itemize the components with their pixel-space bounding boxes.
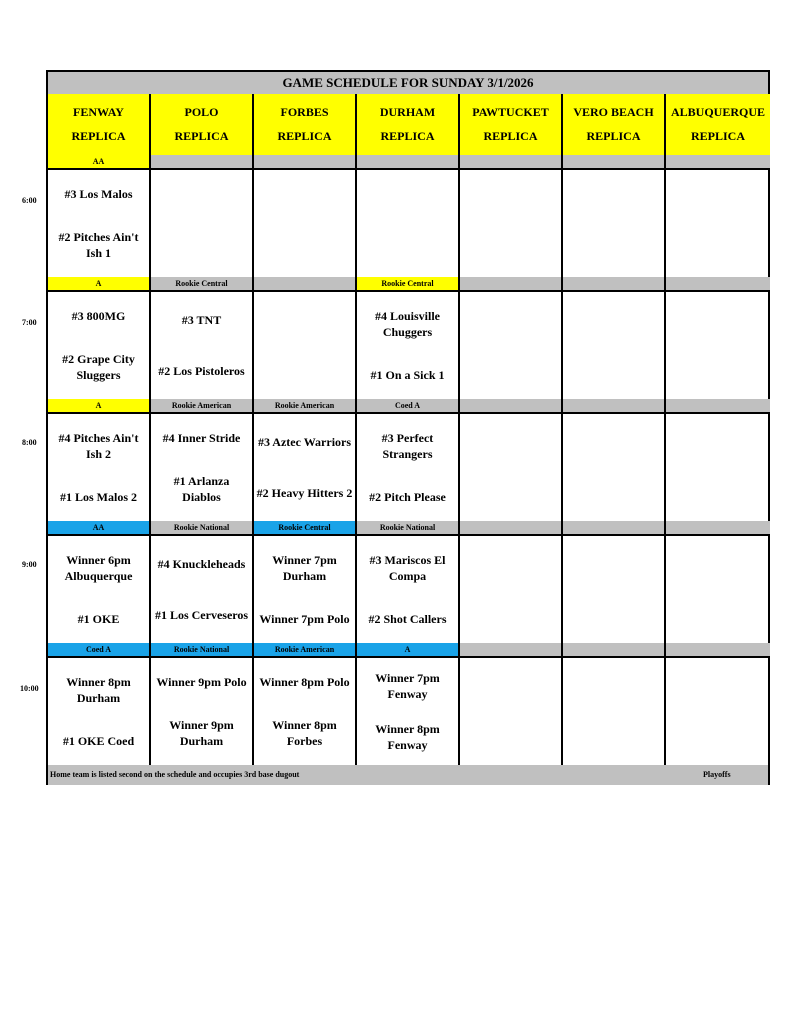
- game-cell: [254, 414, 357, 521]
- field-name: VERO BEACH: [573, 104, 654, 119]
- game-cell: [563, 536, 666, 643]
- game-row: [48, 656, 768, 767]
- division-label: [460, 277, 563, 290]
- time-label: 8:00: [22, 438, 37, 447]
- division-row: [48, 643, 768, 656]
- division-label: [666, 521, 770, 534]
- home-team: #2 Shot Callers: [368, 612, 447, 627]
- division-label: [460, 643, 563, 656]
- game-cell: [357, 170, 460, 277]
- field-header-4: [460, 94, 563, 155]
- division-label: [460, 399, 563, 412]
- home-team: #1 OKE Coed: [62, 734, 135, 749]
- away-team: #3 Aztec Warriors: [257, 434, 352, 449]
- game-cell: [48, 414, 151, 521]
- game-cell: [563, 658, 666, 765]
- away-team: #4 Inner Stride: [162, 430, 241, 445]
- division-label: [254, 277, 357, 290]
- game-row: [48, 534, 768, 645]
- game-row: [48, 168, 768, 279]
- game-cell: [563, 414, 666, 521]
- division-label: Rookie American: [151, 399, 254, 412]
- time-label: 7:00: [22, 318, 37, 327]
- field-name: POLO: [184, 104, 219, 119]
- field-name: PAWTUCKET: [472, 104, 549, 119]
- field-name: ALBUQUERQUE: [670, 104, 765, 119]
- field-header-5: [563, 94, 666, 155]
- field-header-0: [48, 94, 151, 155]
- home-team: Winner 9pm Durham: [169, 718, 234, 749]
- home-team: Winner 7pm Polo: [259, 612, 350, 627]
- footer-row: [48, 765, 768, 785]
- game-cell: [666, 414, 770, 521]
- division-label: Coed A: [48, 643, 151, 656]
- field-sub: REPLICA: [277, 129, 332, 144]
- game-cell: [48, 292, 151, 399]
- field-header-row: [48, 94, 768, 157]
- field-sub: REPLICA: [71, 129, 126, 144]
- schedule-table: [46, 70, 770, 785]
- division-label: [563, 643, 666, 656]
- game-cell: [48, 170, 151, 277]
- game-cell: [666, 658, 770, 765]
- game-cell: [563, 170, 666, 277]
- field-header-2: [254, 94, 357, 155]
- field-sub: REPLICA: [483, 129, 538, 144]
- footer-legend: Playoffs: [703, 770, 731, 779]
- away-team: #3 Perfect Strangers: [381, 430, 434, 461]
- division-label: [666, 277, 770, 290]
- division-label: [460, 521, 563, 534]
- away-team: #3 Los Malos: [64, 186, 133, 201]
- game-cell: [460, 536, 563, 643]
- field-header-6: [666, 94, 770, 155]
- game-cell: [357, 658, 460, 765]
- field-header-1: [151, 94, 254, 155]
- division-label: Rookie American: [254, 643, 357, 656]
- division-label: A: [48, 399, 151, 412]
- game-cell: [151, 170, 254, 277]
- division-label: [460, 155, 563, 168]
- game-cell: [151, 292, 254, 399]
- division-label: Rookie National: [151, 521, 254, 534]
- division-label: [357, 155, 460, 168]
- division-label: A: [48, 277, 151, 290]
- game-cell: [460, 658, 563, 765]
- home-team: #2 Pitches Ain't Ish 1: [58, 230, 139, 261]
- division-label: AA: [48, 521, 151, 534]
- field-header-3: [357, 94, 460, 155]
- home-team: #2 Grape City Sluggers: [62, 352, 135, 383]
- division-label: Coed A: [357, 399, 460, 412]
- division-label: Rookie Central: [254, 521, 357, 534]
- division-row: [48, 155, 768, 168]
- game-cell: [666, 536, 770, 643]
- field-sub: REPLICA: [586, 129, 641, 144]
- time-label: 9:00: [22, 560, 37, 569]
- away-team: Winner 8pm Durham: [66, 674, 131, 705]
- game-row: [48, 290, 768, 401]
- field-name: DURHAM: [379, 104, 436, 119]
- division-label: [563, 521, 666, 534]
- division-label: Rookie Central: [357, 277, 460, 290]
- game-cell: [563, 292, 666, 399]
- home-team: #1 OKE: [77, 612, 120, 627]
- division-label: [563, 155, 666, 168]
- home-team: #2 Pitch Please: [369, 490, 446, 505]
- division-label: [666, 399, 770, 412]
- away-team: #3 TNT: [181, 312, 222, 327]
- game-cell: [254, 292, 357, 399]
- home-team: #1 Los Malos 2: [59, 490, 137, 505]
- home-team: #1 On a Sick 1: [370, 368, 445, 383]
- away-team: #4 Knuckleheads: [157, 556, 246, 571]
- division-row: [48, 399, 768, 412]
- division-label: [151, 155, 254, 168]
- home-team: #1 Arlanza Diablos: [173, 474, 230, 505]
- division-row: [48, 277, 768, 290]
- game-cell: [254, 658, 357, 765]
- division-label: [563, 399, 666, 412]
- away-team: #4 Louisville Chuggers: [374, 308, 440, 339]
- home-team: Winner 8pm Fenway: [375, 722, 440, 753]
- game-cell: [357, 536, 460, 643]
- division-label: Rookie National: [151, 643, 254, 656]
- field-sub: REPLICA: [690, 129, 745, 144]
- field-sub: REPLICA: [174, 129, 229, 144]
- division-row: [48, 521, 768, 534]
- home-team: Winner 8pm Forbes: [272, 718, 337, 749]
- home-team: #1 Los Cerveseros: [154, 608, 249, 623]
- division-label: [254, 155, 357, 168]
- game-cell: [48, 658, 151, 765]
- division-label: Rookie American: [254, 399, 357, 412]
- time-label: 6:00: [22, 196, 37, 205]
- home-team: #2 Heavy Hitters 2: [256, 486, 353, 501]
- division-label: A: [357, 643, 460, 656]
- home-team: #2 Los Pistoleros: [158, 364, 245, 379]
- away-team: Winner 7pm Durham: [272, 552, 337, 583]
- game-cell: [460, 170, 563, 277]
- division-label: AA: [48, 155, 151, 168]
- division-label: [666, 643, 770, 656]
- game-cell: [460, 414, 563, 521]
- field-sub: REPLICA: [380, 129, 435, 144]
- footer-note: Home team is listed second on the schedule and occupies 3rd base dugout: [50, 770, 300, 779]
- game-row: [48, 412, 768, 523]
- game-cell: [151, 414, 254, 521]
- game-cell: [666, 170, 770, 277]
- away-team: Winner 7pm Fenway: [375, 670, 440, 701]
- game-cell: [48, 536, 151, 643]
- game-cell: [254, 170, 357, 277]
- game-cell: [254, 536, 357, 643]
- schedule-title: GAME SCHEDULE FOR SUNDAY 3/1/2026: [48, 72, 768, 96]
- away-team: #3 Mariscos El Compa: [369, 552, 446, 583]
- division-label: Rookie Central: [151, 277, 254, 290]
- division-label: Rookie National: [357, 521, 460, 534]
- away-team: #3 800MG: [71, 308, 126, 323]
- game-cell: [151, 658, 254, 765]
- division-label: [666, 155, 770, 168]
- game-cell: [460, 292, 563, 399]
- game-cell: [357, 414, 460, 521]
- field-name: FORBES: [280, 104, 329, 119]
- away-team: #4 Pitches Ain't Ish 2: [58, 430, 139, 461]
- game-cell: [357, 292, 460, 399]
- game-cell: [151, 536, 254, 643]
- away-team: Winner 8pm Polo: [259, 674, 350, 689]
- away-team: Winner 9pm Polo: [156, 674, 247, 689]
- time-label: 10:00: [20, 684, 39, 693]
- field-name: FENWAY: [73, 104, 124, 119]
- game-cell: [666, 292, 770, 399]
- division-label: [563, 277, 666, 290]
- away-team: Winner 6pm Albuquerque: [64, 552, 133, 583]
